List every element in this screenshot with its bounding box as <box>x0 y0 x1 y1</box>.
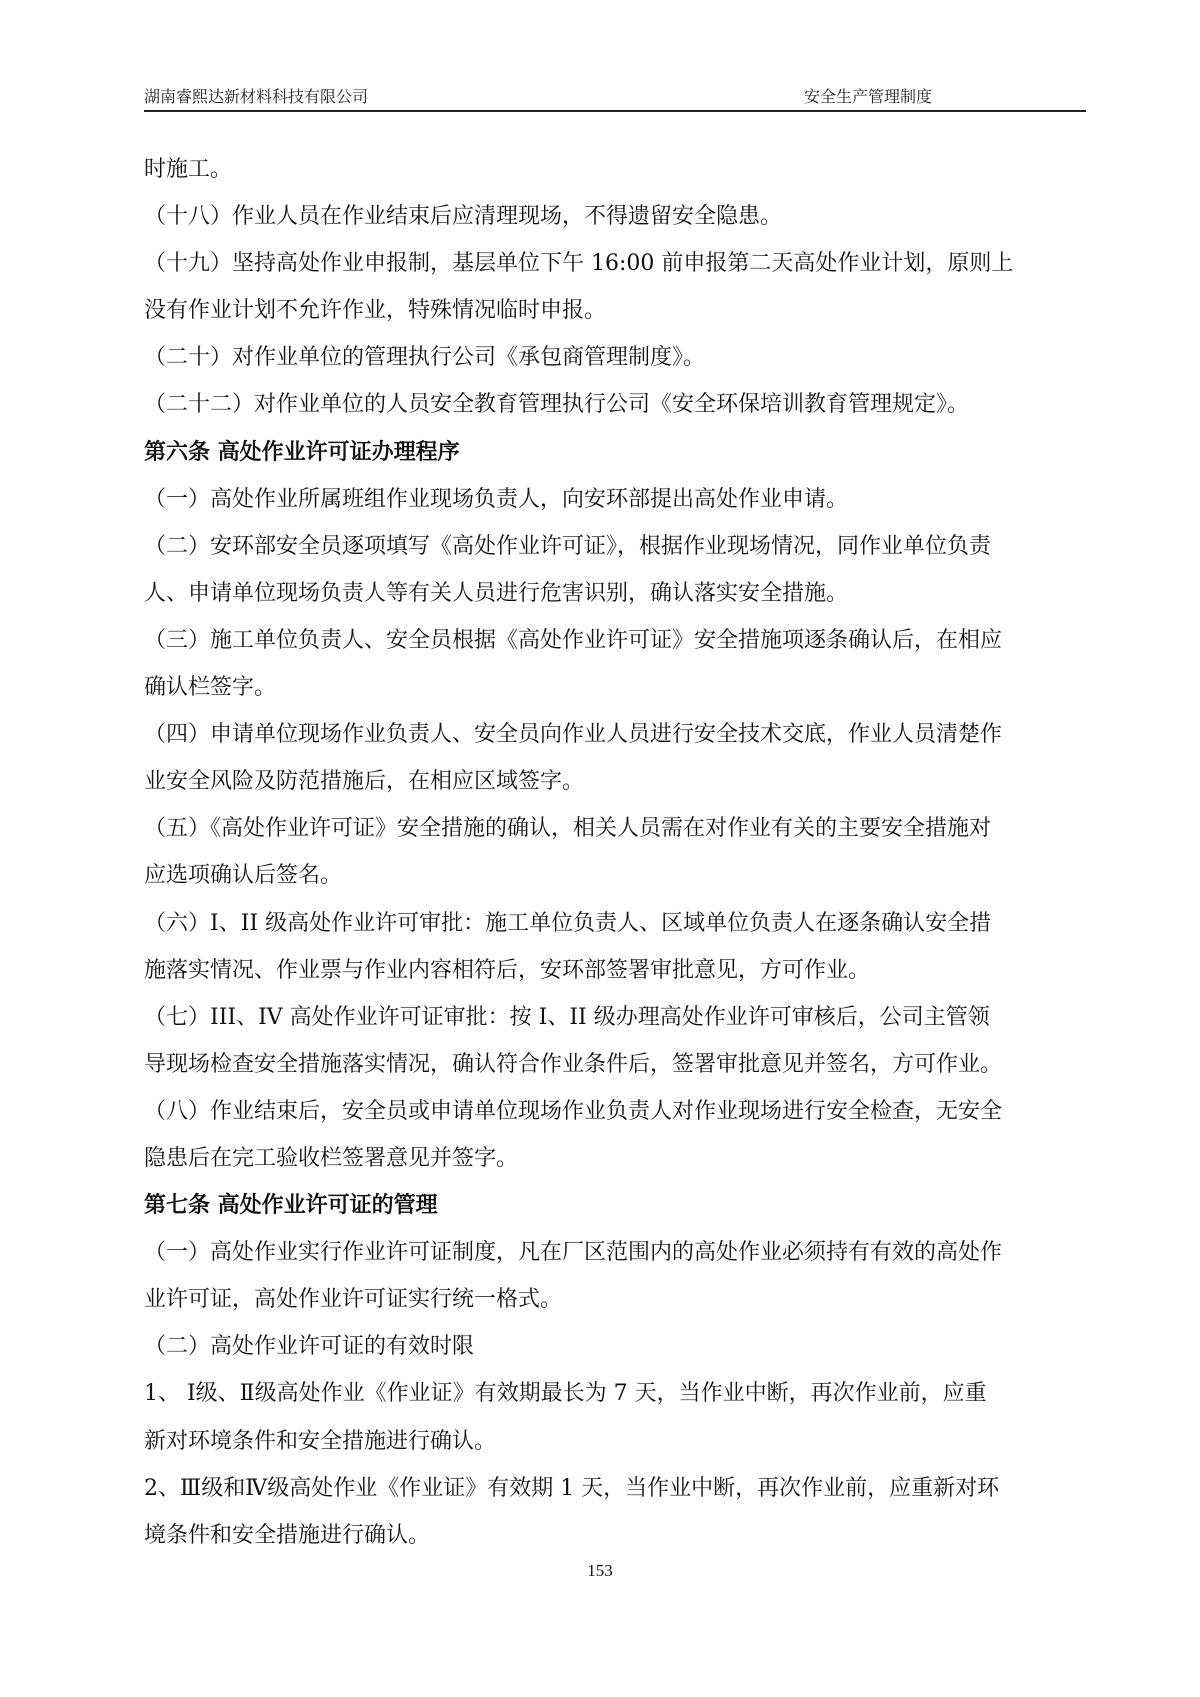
text-line: （五）《高处作业许可证》安全措施的确认，相关人员需在对作业有关的主要安全措施对 <box>144 816 992 842</box>
text-line: 施落实情况、作业票与作业内容相符后，安环部签署审批意见，方可作业。 <box>144 957 871 983</box>
text-line: （六）I、II 级高处作业许可审批：施工单位负责人、区域单位负责人在逐条确认安全措 <box>144 910 992 936</box>
text-line: （四）申请单位现场作业负责人、安全员向作业人员进行安全技术交底，作业人员清楚作 <box>144 722 1003 748</box>
text-line: 2、Ⅲ级和Ⅳ级高处作业《作业证》有效期 1 天，当作业中断，再次作业前，应重新对环 <box>144 1475 1000 1501</box>
section-heading: 第六条 高处作业许可证办理程序 <box>144 438 460 465</box>
text-line: 1、 Ⅰ级、Ⅱ级高处作业《作业证》有效期最长为 7 天，当作业中断，再次作业前，应重 <box>144 1381 987 1407</box>
text-line: 人、申请单位现场负责人等有关人员进行危害识别，确认落实安全措施。 <box>144 580 849 606</box>
text-line: 新对环境条件和安全措施进行确认。 <box>144 1428 497 1454</box>
text-line: （十八）作业人员在作业结束后应清理现场，不得遗留安全隐患。 <box>144 204 783 230</box>
text-line: 隐患后在完工验收栏签署意见并签字。 <box>144 1145 519 1171</box>
text-line: 确认栏签字。 <box>144 675 277 701</box>
text-line: （十九）坚持高处作业申报制，基层单位下午 16:00 前申报第二天高处作业计划，原则上 <box>144 251 1014 277</box>
document-body <box>144 146 1086 1559</box>
document-title: 安全生产管理制度 <box>804 87 933 106</box>
text-line: （二十二）对作业单位的人员安全教育管理执行公司《安全环保培训教育管理规定》。 <box>144 392 970 418</box>
text-line: 业许可证，高处作业许可证实行统一格式。 <box>144 1287 563 1313</box>
text-line: （八）作业结束后，安全员或申请单位现场作业负责人对作业现场进行安全检查，无安全 <box>144 1098 1003 1124</box>
text-line: （三）施工单位负责人、安全员根据《高处作业许可证》安全措施项逐条确认后，在相应 <box>144 627 1003 653</box>
text-line: 应选项确认后签名。 <box>144 863 343 889</box>
text-line: （二）高处作业许可证的有效时限 <box>144 1334 475 1360</box>
text-line: （二）安环部安全员逐项填写《高处作业许可证》，根据作业现场情况，同作业单位负责 <box>144 533 992 559</box>
text-line: 导现场检查安全措施落实情况，确认符合作业条件后，签署审批意见并签名，方可作业。 <box>144 1051 1003 1077</box>
text-line: 时施工。 <box>144 157 233 182</box>
text-line: （七）III、IV 高处作业许可证审批：按 I、II 级办理高处作业许可审核后，公司主管领 <box>144 1004 990 1030</box>
text-line: 业安全风险及防范措施后，在相应区域签字。 <box>144 769 585 795</box>
text-line: 没有作业计划不允许作业，特殊情况临时申报。 <box>144 298 607 324</box>
text-line: （二十）对作业单位的管理执行公司《承包商管理制度》。 <box>144 345 706 371</box>
company-name: 湖南睿熙达新材料科技有限公司 <box>144 87 369 106</box>
text-line: 境条件和安全措施进行确认。 <box>144 1522 431 1548</box>
page-header <box>144 82 1086 112</box>
text-line: （一）高处作业实行作业许可证制度，凡在厂区范围内的高处作业必须持有有效的高处作 <box>144 1240 1003 1266</box>
section-heading: 第七条 高处作业许可证的管理 <box>144 1192 438 1219</box>
text-line: （一）高处作业所属班组作业现场负责人，向安环部提出高处作业申请。 <box>144 486 849 512</box>
page-number: 153 <box>587 1561 613 1580</box>
